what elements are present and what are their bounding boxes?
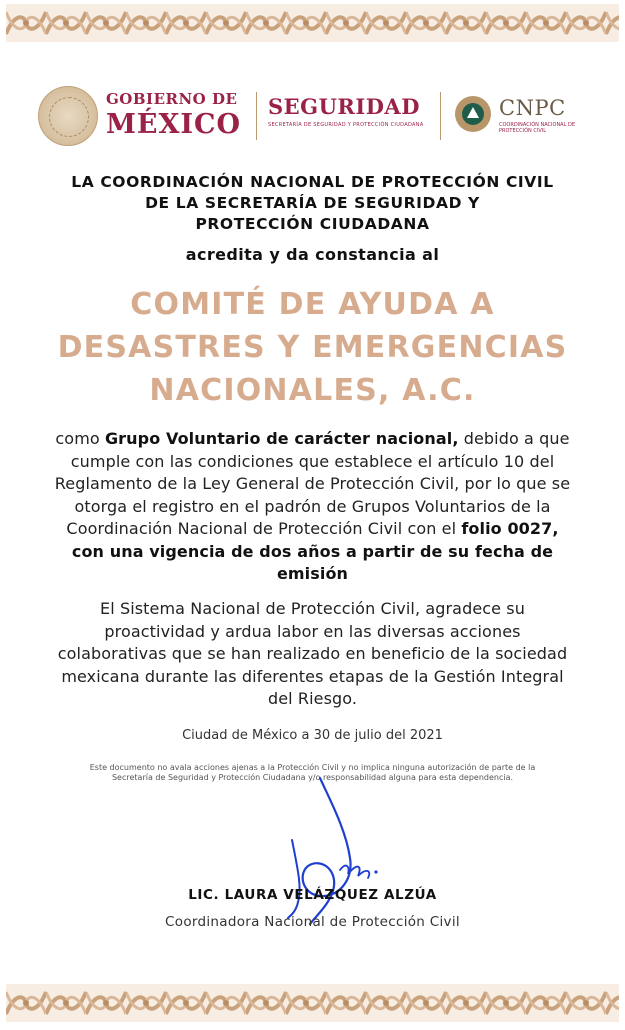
seguridad-title: SEGURIDAD [268, 94, 420, 119]
ornament-pattern-bottom [6, 984, 619, 1022]
cnpc-title: CNPC [499, 96, 566, 120]
cnpc-subtitle: COORDINACIÓN NACIONAL DE PROTECCIÓN CIVIL [499, 122, 575, 134]
seguridad-subtitle: SECRETARÍA DE SEGURIDAD Y PROTECCIÓN CIUDADANA [268, 122, 424, 128]
gobierno-line2: MÉXICO [106, 109, 242, 140]
header-logos [30, 82, 595, 154]
cnpc-emblem-icon [455, 96, 491, 132]
acredita-text: acredita y da constancia al [185, 245, 440, 264]
header-divider [440, 92, 441, 140]
signer-name: LIC. LAURA VELÁZQUEZ ALZÚA [188, 887, 437, 903]
acknowledgement-paragraph: El Sistema Nacional de Protección Civil, agradece su proactividad y ardua labor en las diversas acciones colaborativas que se han realizado en beneficio de la sociedad mexicana durante las diferentes etapas de la Gestión Integral del Riesgo. [57, 599, 568, 708]
organization-line: COMITÉ DE AYUDA A [130, 287, 495, 322]
organization-line: DESASTRES Y EMERGENCIAS [57, 330, 568, 365]
signer-role: Coordinadora Nacional de Protección Civil [165, 914, 460, 930]
decorative-border-bottom [6, 984, 619, 1022]
heading-line: LA COORDINACIÓN NACIONAL DE PROTECCIÓN CIVIL [71, 173, 554, 191]
body-bold-text: Grupo Voluntario de carácter nacional, [104, 429, 459, 448]
disclaimer-line: Este documento no avala acciones ajenas a la Protección Civil y no implica ninguna autorización de parte de la [89, 763, 536, 772]
disclaimer-line: Secretaría de Seguridad y Protección Ciudadana y/o responsabilidad alguna para esta dependencia. [111, 773, 514, 782]
decorative-border-top [6, 4, 619, 42]
national-seal-icon [38, 86, 98, 146]
header-divider [256, 92, 257, 140]
seguridad-logo [268, 94, 428, 128]
heading-line: DE LA SECRETARÍA DE SEGURIDAD Y [145, 194, 480, 212]
issue-date: Ciudad de México a 30 de julio del 2021 [182, 728, 443, 743]
gobierno-line1: GOBIERNO DE [106, 90, 238, 108]
body-text: debido a que cumple con las condiciones que establece el artículo 10 del Reglamento de la Ley General de Protección Civil, por lo que se otorga el registro en el padrón de Grupos Voluntarios de la Coordinación Nacional de Protección Civil con el [54, 429, 571, 538]
gobierno-de-mexico-logo [38, 86, 258, 150]
certificate-heading [20, 172, 605, 235]
registration-paragraph [50, 428, 575, 586]
folio-validity-text: folio 0027, con una vigencia de dos años a partir de su fecha de emisión [71, 519, 559, 583]
handwritten-signature [250, 770, 400, 930]
ornament-pattern-top [6, 4, 619, 42]
organization-line: NACIONALES, A.C. [149, 373, 476, 408]
heading-line: PROTECCIÓN CIUDADANA [195, 215, 430, 233]
body-text: como [55, 429, 105, 448]
organization-name [20, 283, 605, 412]
